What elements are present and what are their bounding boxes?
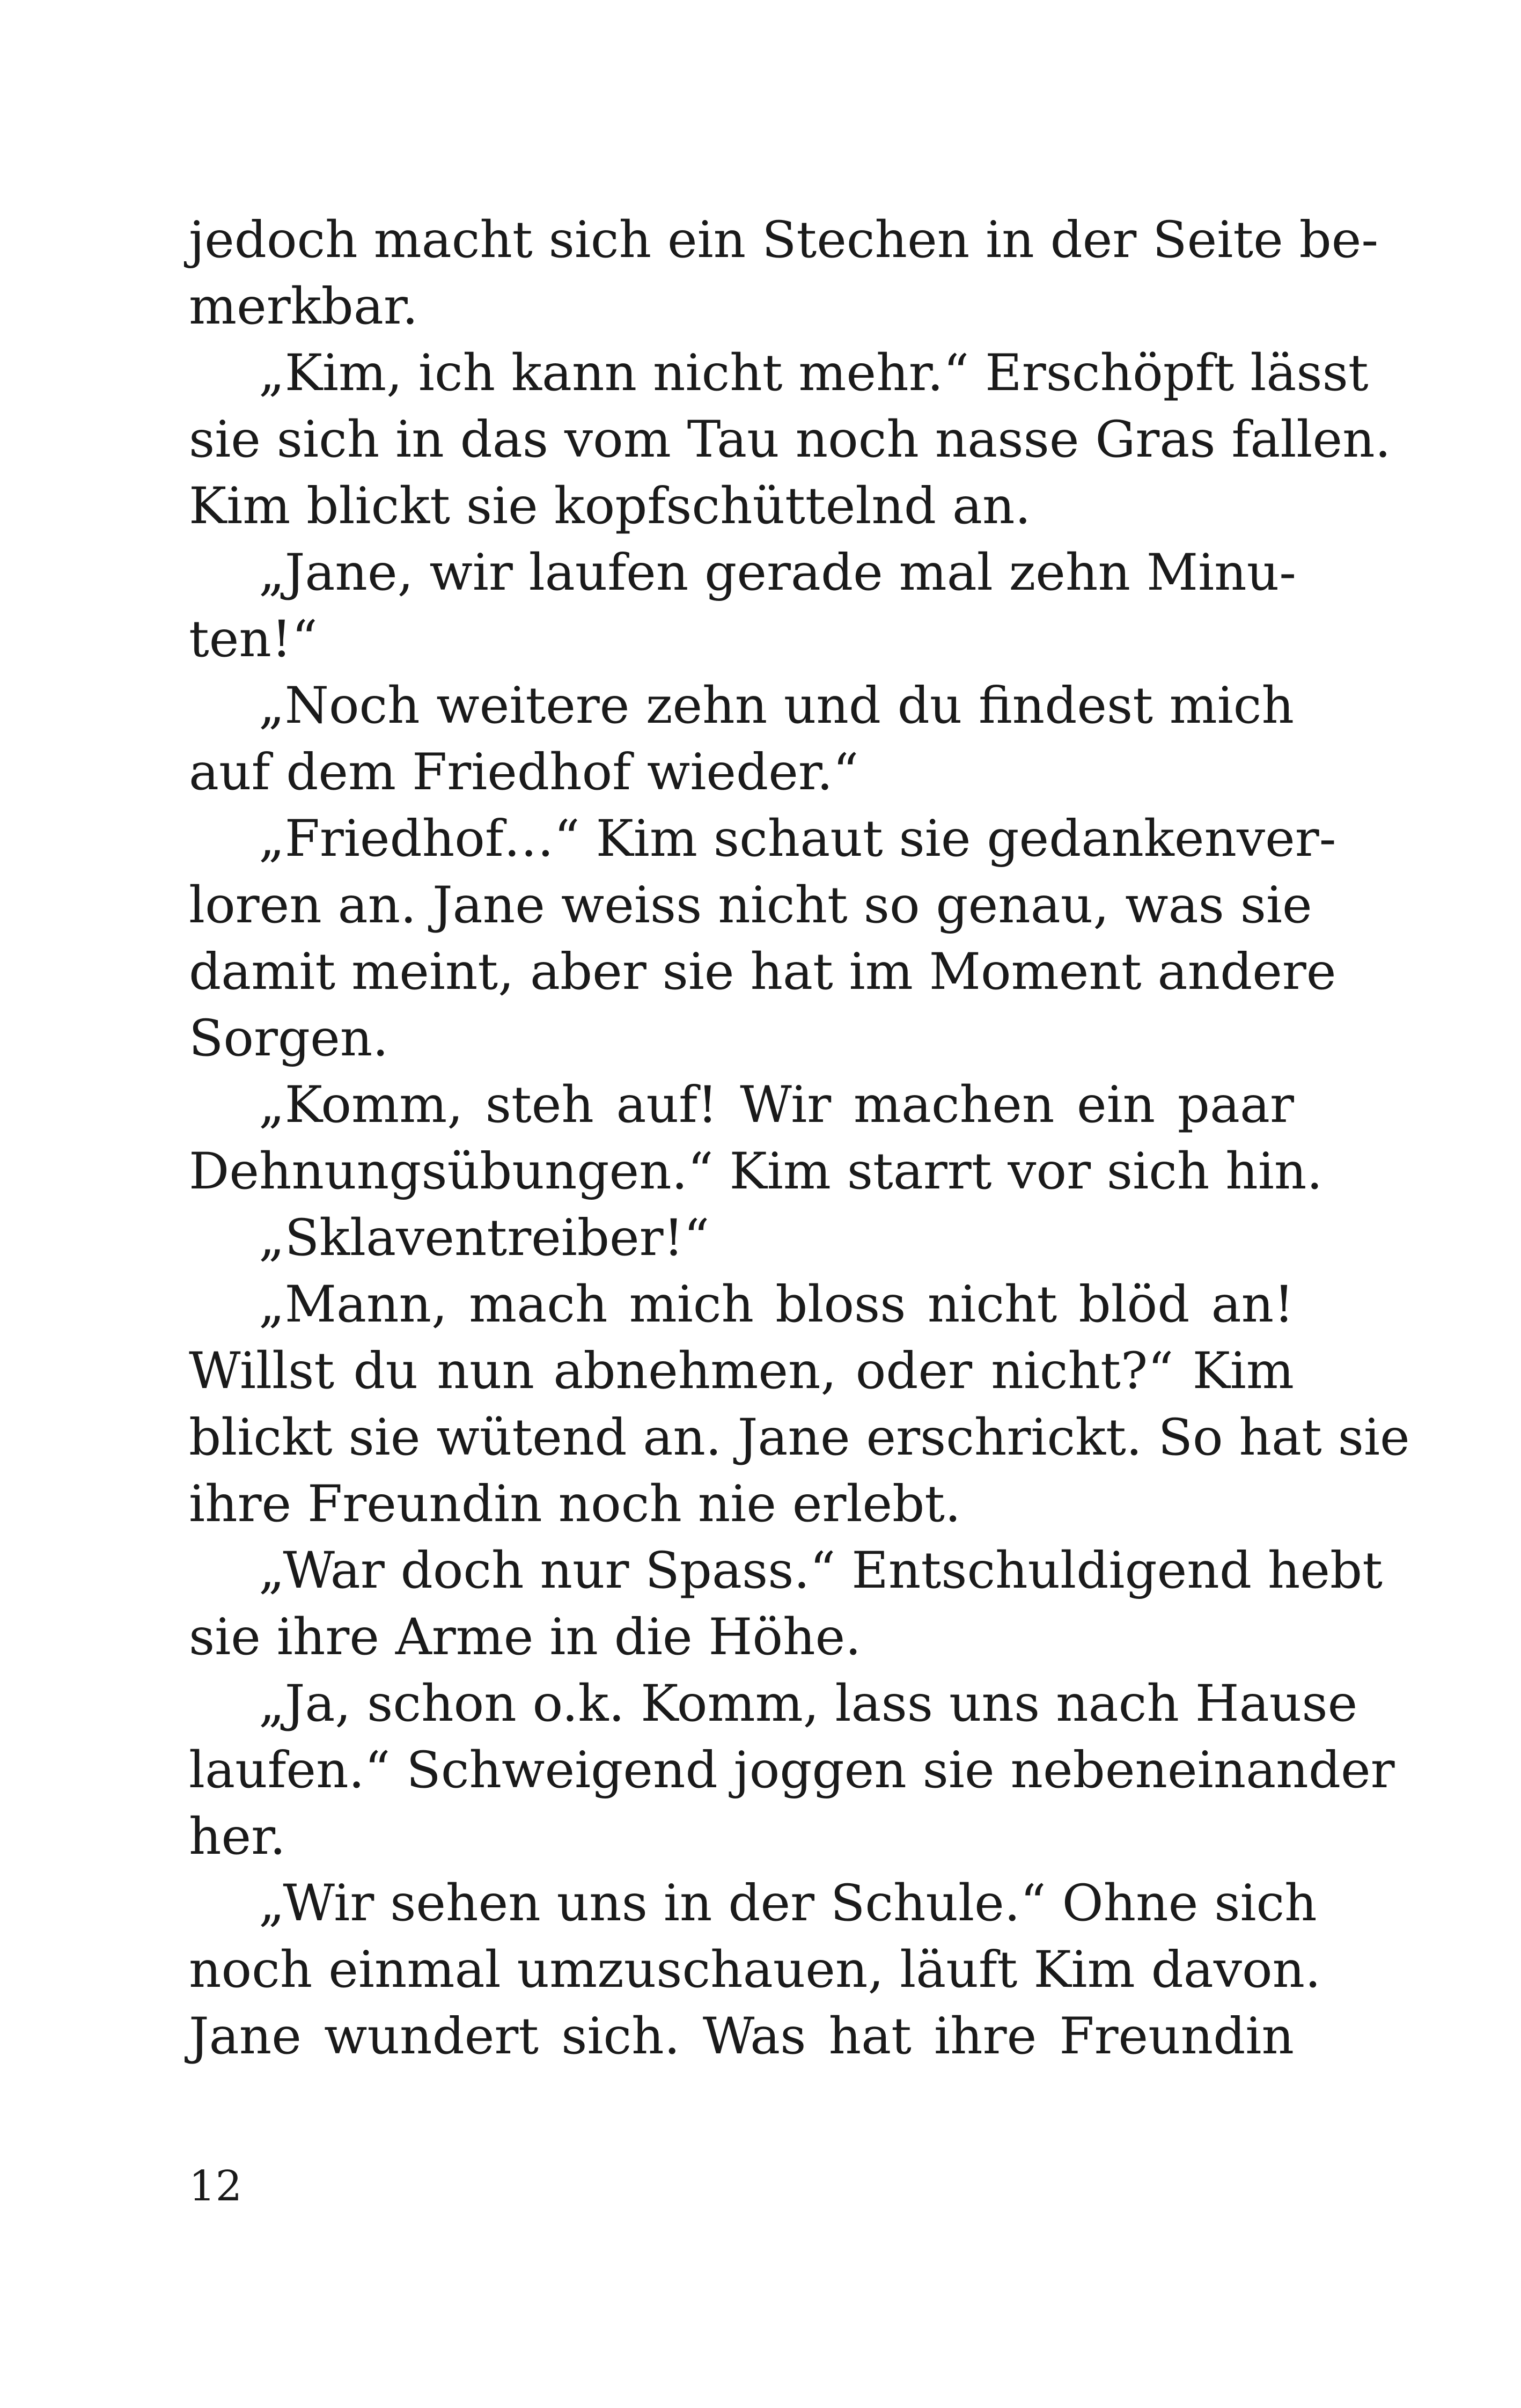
text-line: „Sklaventreiber!“ — [259, 1209, 710, 1267]
text-line: ihre Freundin noch nie erlebt. — [189, 1475, 961, 1533]
text-line: Dehnungsübungen.“ Kim starrt vor sich hin. — [189, 1142, 1323, 1201]
text-line: damit meint, aber sie hat im Moment andere — [189, 943, 1336, 1001]
paragraph — [189, 1538, 1383, 1671]
text-line: „Friedhof…“ Kim schaut sie gedankenver- — [259, 810, 1336, 868]
paragraph — [189, 207, 1379, 340]
text-line: Sorgen. — [189, 1009, 389, 1068]
text-line: sie ihre Arme in die Höhe. — [189, 1608, 862, 1666]
text-line: her. — [189, 1808, 286, 1866]
paragraph — [189, 806, 1336, 1072]
text-line: ten!“ — [189, 610, 318, 669]
book-page-text — [189, 207, 1410, 2070]
text-line: „Mann, mach mich bloss nicht blöd an! — [259, 1275, 1294, 1334]
text-line: laufen.“ Schweigend joggen sie nebeneinander — [189, 1741, 1395, 1800]
text-line: blickt sie wütend an. Jane erschrickt. So hat sie — [189, 1408, 1410, 1467]
text-line: „Ja, schon o.k. Komm, lass uns nach Hause — [259, 1675, 1358, 1733]
paragraph — [189, 340, 1391, 540]
text-line: Jane wundert sich. Was hat ihre Freundin — [189, 2007, 1294, 2066]
text-line: „Noch weitere zehn und du findest mich — [259, 677, 1294, 735]
text-line: Willst du nun abnehmen, oder nicht?“ Kim — [189, 1342, 1294, 1400]
paragraph — [189, 540, 1297, 673]
paragraph — [189, 1072, 1323, 1205]
paragraph — [189, 673, 1294, 806]
text-line: jedoch macht sich ein Stechen in der Seite be- — [189, 211, 1379, 269]
text-line: „Wir sehen uns in der Schule.“ Ohne sich — [259, 1874, 1317, 1933]
text-line: „Komm, steh auf! Wir machen ein paar — [259, 1076, 1294, 1134]
text-line: noch einmal umzuschauen, läuft Kim davon. — [189, 1941, 1321, 1999]
paragraph — [189, 1870, 1321, 2070]
text-line: loren an. Jane weiss nicht so genau, was sie — [189, 876, 1312, 935]
text-line: auf dem Friedhof wieder.“ — [189, 743, 859, 802]
text-line: „Jane, wir laufen gerade mal zehn Minu- — [259, 544, 1297, 602]
text-line: Kim blickt sie kopfschüttelnd an. — [189, 477, 1031, 535]
paragraph — [189, 1205, 1294, 1272]
text-line: „War doch nur Spass.“ Entschuldigend hebt — [259, 1541, 1383, 1600]
paragraph — [189, 1272, 1410, 1538]
text-line: sie sich in das vom Tau noch nasse Gras fallen. — [189, 410, 1391, 469]
text-line: „Kim, ich kann nicht mehr.“ Erschöpft lässt — [259, 344, 1369, 402]
page-number: 12 — [189, 2162, 243, 2211]
paragraph — [189, 1671, 1395, 1870]
text-line: merkbar. — [189, 277, 418, 336]
